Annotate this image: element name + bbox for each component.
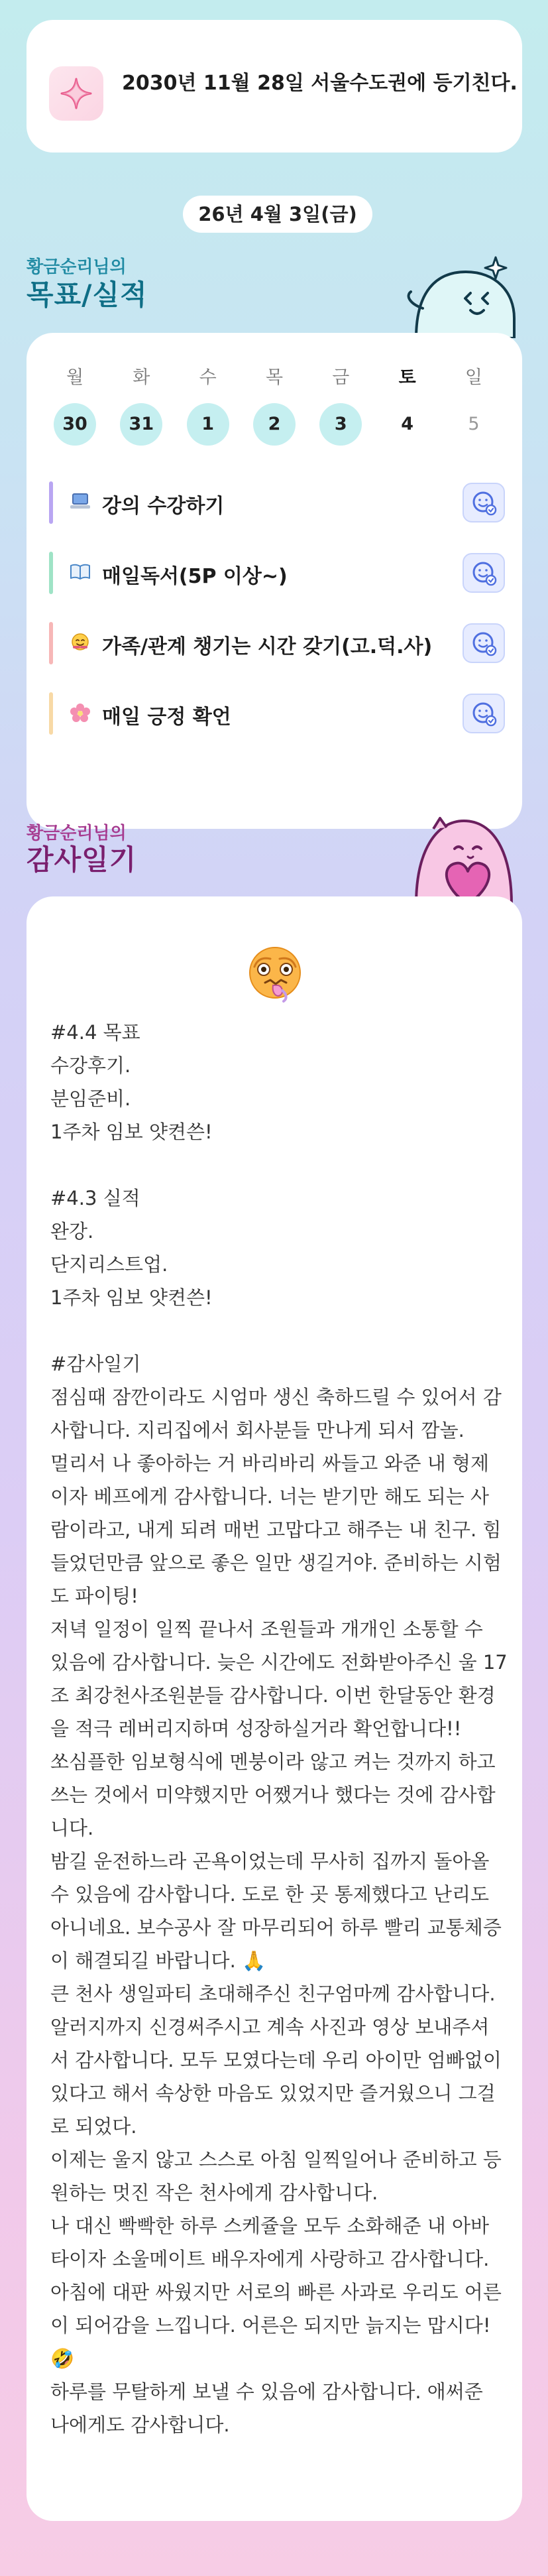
goal-color-bar [49,692,53,735]
goals-section-subtitle: 황금순리님의 [27,257,127,277]
day-number: 30 [54,403,96,446]
main-goal-card[interactable] [27,20,522,153]
day-name: 일 [465,367,483,388]
day-number: 2 [253,403,296,446]
gratitude-section-subtitle: 황금순리님의 [27,824,127,843]
day-number: 5 [468,414,480,434]
day-name: 금 [332,367,350,388]
check-in-button[interactable] [463,553,505,593]
check-in-button[interactable] [463,483,505,522]
heart-ghost-mascot-icon [390,805,522,907]
day-name: 토 [398,367,416,388]
goal-item[interactable] [49,686,505,741]
goal-color-bar [49,622,53,664]
goal-label: 강의 수강하기 [102,495,225,518]
day-number: 4 [401,414,414,434]
day-number: 3 [319,403,362,446]
check-in-button[interactable] [463,694,505,733]
hug-face-icon [69,633,91,654]
day-wed[interactable] [178,365,238,446]
day-name: 월 [66,367,84,388]
gratitude-section-title: 감사일기 [27,843,137,876]
smile-check-icon [470,630,497,656]
day-number: 1 [187,403,229,446]
goal-label: 매일 긍정 확언 [102,705,231,729]
smile-check-icon [470,489,497,516]
main-goal-text: 2030년 11월 28일 서울수도권에 등기친다. [122,72,518,95]
day-name: 수 [199,367,217,388]
check-in-button[interactable] [463,623,505,663]
zany-face-icon [245,944,305,1004]
day-name: 목 [265,367,284,388]
day-sat[interactable] [378,365,437,446]
sparkle-icon [49,66,103,121]
day-fri[interactable] [311,365,370,446]
goal-color-bar [49,481,53,524]
goal-label: 매일독서(5P 이상~) [102,565,288,588]
day-name: 화 [133,367,150,388]
goals-card [27,333,522,829]
goal-item[interactable] [49,545,505,601]
day-tue[interactable] [111,365,171,446]
goals-section-title: 목표/실적 [27,278,148,311]
book-icon [69,562,91,583]
smile-check-icon [470,560,497,586]
ghost-mascot-icon [396,245,529,341]
diary-text: #4.4 목표 수강후기. 분임준비. 1주차 임보 얏켠쓴! #4.3 실적 완강. 단지리스트업. 1주차 임보 얏켠쓴! #감사일기 점심때 잠깐이라도 시엄마 생신 축하드릴 수 있어서 감사합니다. 지리집에서 회사분들 만나게 되서 깜놀. 멀리서 나 좋아하는 거 바리바리 싸들고 와준 내 형제이자 베프에게 감사합니다. 너는 받기만 해도 되는 사람이라고, 내게 되려 매번 고맙다고 해주는 내 친구. 힘들었던만큼 앞으로 좋은 일만 생길거야. 준비하는 시험도 파이팅! 저녁 일정이 일찍 끝나서 조원들과 개개인 소통할 수 있음에 감사합니다. 늦은 시간에도 전화받아주신 울 17조 최강천사조원분들 감사합니다. 이번 한달동안 환경을 적극 레버리지하며 성장하실거라 확언합니다!! 쏘심플한 임보형식에 멘붕이라 않고 켜는 것까지 하고 쓰는 것에서 미약했지만 어쨌거나 했다는 것에 감사합니다. 밤길 운전하느라 곤욕이었는데 무사히 집까지 돌아올 수 있음에 감사합니다. 도로 한 곳 통제했다고 난리도 아니네요. 보수공사 잘 마무리되어 하루 빨리 교통체증이 해결되길 바랍니다. 🙏 큰 천사 생일파티 초대해주신 친구엄마께 감사합니다. 알러지까지 신경써주시고 계속 사진과 영상 보내주셔서 감사합니다. 모두 모였다는데 우리 아이만 엄빠없이 있다고 해서 속상한 마음도 있었지만 즐거웠으니 그걸로 되었다. 이제는 울지 않고 스스로 아침 일찍일어나 준비하고 등원하는 멋진 작은 천사에게 감사합니다. 나 대신 빡빡한 하루 스케쥴을 모두 소화해준 내 아바타이자 소울메이트 배우자에게 사랑하고 감사합니다. 아침에 대판 싸웠지만 서로의 빠른 사과로 우리도 어른이 되어감을 느낍니다. 어른은 되지만 늙지는 맙시다! 🤣 하루를 무탈하게 보낼 수 있음에 감사합니다. 애써준 나에게도 감사합니다. [50,1021,508,2436]
day-sun[interactable] [444,365,504,446]
goal-label: 가족/관계 챙기는 시간 갖기(고.덕.사) [102,635,433,658]
gratitude-diary-card [27,896,522,2521]
goal-color-bar [49,552,53,594]
laptop-icon [69,492,91,513]
goal-item[interactable] [49,475,505,530]
goal-item[interactable] [49,615,505,671]
day-mon[interactable] [45,365,105,446]
week-calendar [45,365,504,446]
day-number: 31 [120,403,162,446]
smile-check-icon [470,700,497,727]
flower-icon [69,703,91,724]
date-label[interactable]: 26년 4월 3일(금) [183,196,372,233]
day-thu[interactable] [245,365,304,446]
